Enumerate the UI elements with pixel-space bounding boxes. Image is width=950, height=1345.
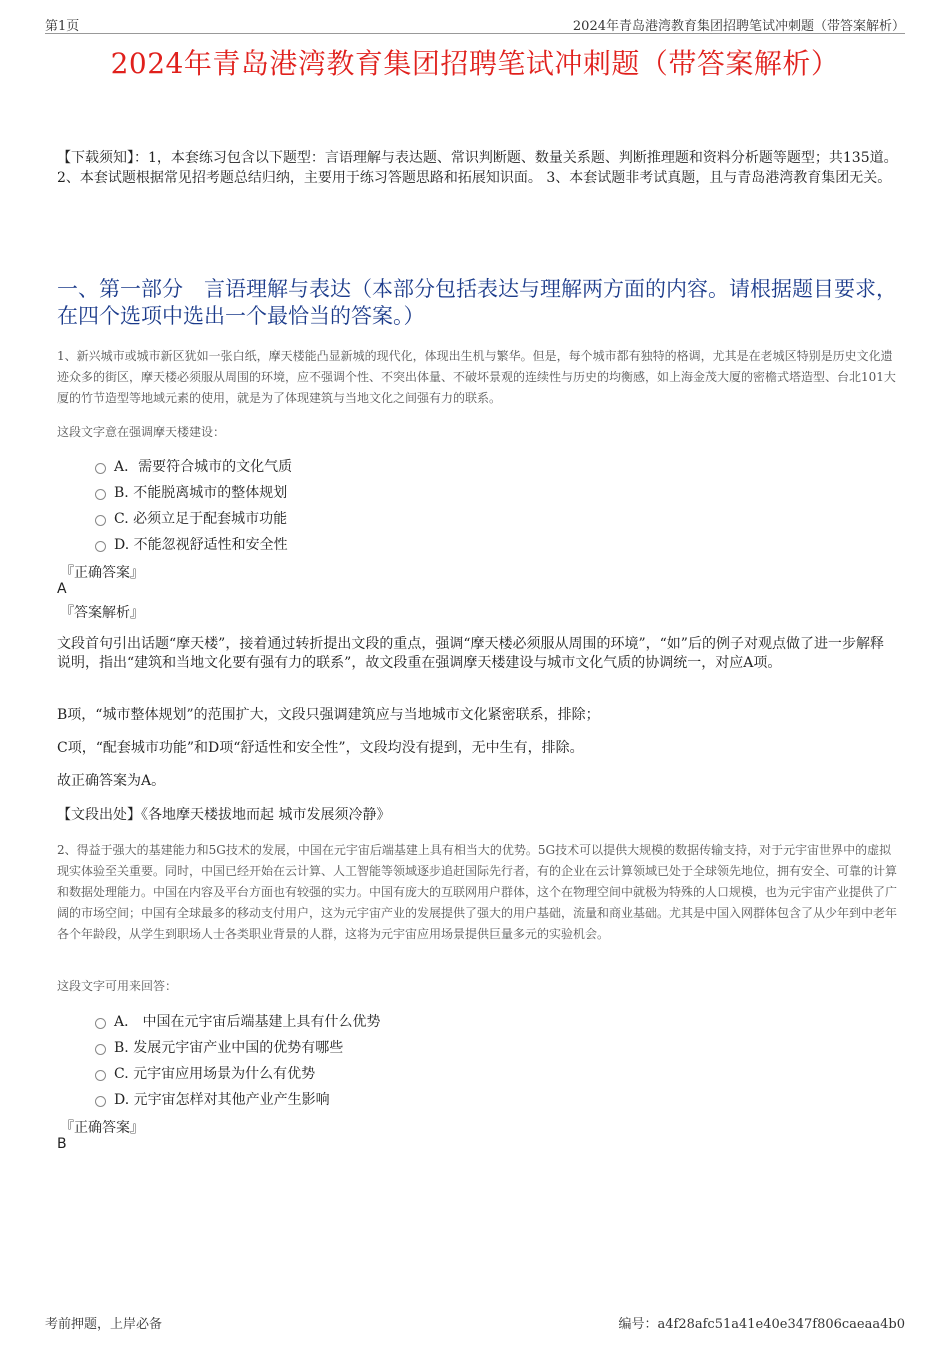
- download-notice: 【下载须知】：1，本套练习包含以下题型：言语理解与表达题、常识判断题、数量关系题、判断推理题和资料分析题等题型；共135道。 2、本套试题根据常见招考题总结归纳，主要用于练习答题思路和拓展知识面。 3、本套试题非考试真题，且与青岛港湾教育集团无关。: [57, 150, 898, 186]
- section-heading: 一、第一部分 言语理解与表达（本部分包括表达与理解两方面的内容。请根据题目要求，在四个选项中选出一个最恰当的答案。）: [57, 277, 897, 328]
- radio-icon[interactable]: [95, 489, 106, 500]
- radio-icon[interactable]: [95, 1070, 106, 1081]
- option-d[interactable]: D. 元宇宙怎样对其他产业产生影响: [95, 1086, 381, 1112]
- radio-icon[interactable]: [95, 1044, 106, 1055]
- answer-label: 『正确答案』: [60, 1120, 144, 1136]
- question-2-options: [95, 1008, 381, 1112]
- question-1-prompt: 这段文字意在强调摩天楼建设：: [57, 425, 226, 439]
- question-1-text: 1、新兴城市或城市新区犹如一张白纸，摩天楼能凸显新城的现代化，体现出生机与繁华。但是，每个城市都有独特的格调，尤其是在老城区特别是历史文化遗迹众多的街区，摩天楼必须服从周围的环境，应不强调个性、不突出体量、不破坏景观的连续性与历史的均衡感，如上海金茂大厦的密檐式塔造型、台北101大厦的竹节造型等地域元素的使用，就是为了体现建筑与当地文化之间强有力的联系。: [57, 349, 896, 405]
- correct-answer: A: [57, 581, 67, 597]
- analysis-paragraph: 故正确答案为A。: [57, 773, 166, 789]
- radio-icon[interactable]: [95, 1096, 106, 1107]
- analysis-paragraph: C项，“配套城市功能”和D项“舒适性和安全性”，文段均没有提到，无中生有，排除。: [57, 740, 584, 756]
- option-a[interactable]: A．需要符合城市的文化气质: [95, 453, 292, 479]
- option-b[interactable]: B. 发展元宇宙产业中国的优势有哪些: [95, 1034, 381, 1060]
- footer-slogan: 考前押题，上岸必备: [45, 1317, 163, 1332]
- question-1-options: [95, 453, 292, 557]
- option-a[interactable]: A． 中国在元宇宙后端基建上具有什么优势: [95, 1008, 381, 1034]
- radio-icon[interactable]: [95, 541, 106, 552]
- page-number: 第1页: [45, 19, 80, 34]
- radio-icon[interactable]: [95, 463, 106, 474]
- question-2-prompt: 这段文字可用来回答：: [57, 979, 178, 993]
- option-b[interactable]: B. 不能脱离城市的整体规划: [95, 479, 292, 505]
- answer-label: 『正确答案』: [60, 565, 144, 581]
- question-2-text: 2、得益于强大的基建能力和5G技术的发展，中国在元宇宙后端基建上具有相当大的优势。5G技术可以提供大规模的数据传输支持，对于元宇宙世界中的虚拟现实体验至关重要。同时，中国已经开始在云计算、人工智能等领域逐步追赶国际先行者，有的企业在云计算领域已处于全球领先地位，拥有安全、可靠的计算和数据处理能力。中国在内容及平台方面也有较强的实力。中国有庞大的互联网用户群体，这个在物理空间中就极为特殊的人口规模，也为元宇宙产业提供了广阔的市场空间；中国有全球最多的移动支付用户，这为元宇宙产业的发展提供了强大的用户基础，流量和商业基础。尤其是中国入网群体包含了从少年到中老年各个年龄段，从学生到职场人士各类职业背景的人群，这将为元宇宙应用场景提供巨量多元的实验机会。: [57, 843, 898, 941]
- correct-answer: B: [57, 1136, 67, 1152]
- radio-icon[interactable]: [95, 515, 106, 526]
- option-c[interactable]: C. 元宇宙应用场景为什么有优势: [95, 1060, 381, 1086]
- page-footer: [45, 1313, 905, 1332]
- analysis-paragraph: B项，“城市整体规划”的范围扩大，文段只强调建筑应与当地城市文化紧密联系，排除；: [57, 707, 600, 723]
- radio-icon[interactable]: [95, 1018, 106, 1029]
- page-header: [45, 15, 905, 34]
- document-title: 2024年青岛港湾教育集团招聘笔试冲刺题（带答案解析）: [110, 47, 840, 80]
- source-citation: 【文段出处】《各地摩天楼拔地而起 城市发展须冷静》: [57, 807, 391, 823]
- analysis-label: 『答案解析』: [60, 605, 144, 621]
- header-doc-title: 2024年青岛港湾教育集团招聘笔试冲刺题（带答案解析）: [572, 19, 905, 34]
- option-d[interactable]: D. 不能忽视舒适性和安全性: [95, 531, 292, 557]
- analysis-paragraph: 文段首句引出话题“摩天楼”，接着通过转折提出文段的重点，强调“摩天楼必须服从周围的环境”，“如”后的例子对观点做了进一步解释说明，指出“建筑和当地文化要有强有力的联系”，故文段重在强调摩天楼建设与城市文化气质的协调统一，对应A项。: [57, 636, 884, 671]
- document-id: 编号：a4f28afc51a41e40e347f806caeaa4b0: [618, 1317, 905, 1332]
- option-c[interactable]: C. 必须立足于配套城市功能: [95, 505, 292, 531]
